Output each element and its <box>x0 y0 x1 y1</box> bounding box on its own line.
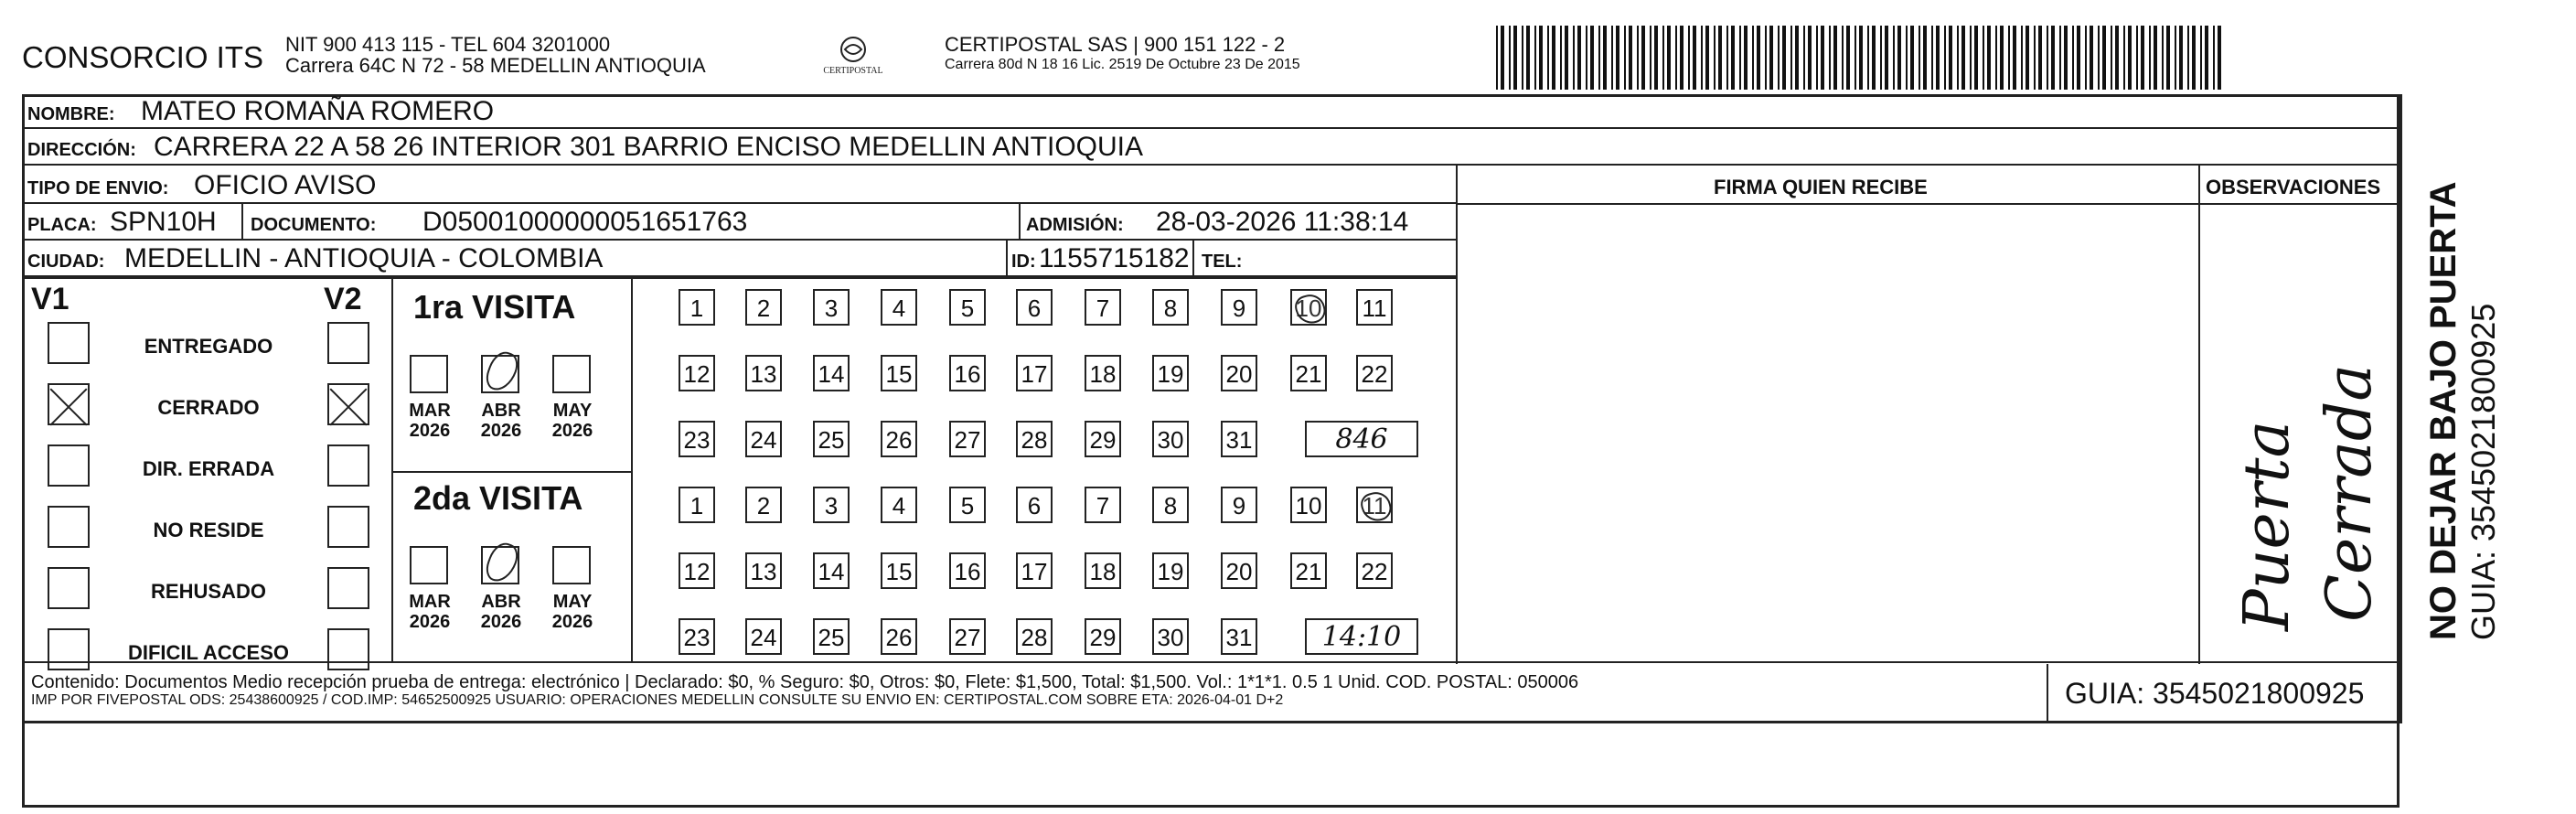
day-box[interactable]: 23 <box>679 618 715 655</box>
month-name: MAR <box>409 401 451 421</box>
month-year: 2026 <box>480 612 522 632</box>
day-box[interactable]: 31 <box>1221 618 1257 655</box>
month-label <box>401 401 459 441</box>
day-box[interactable]: 28 <box>1016 421 1053 457</box>
status-label: CERRADO <box>157 396 260 419</box>
day-box[interactable]: 31 <box>1221 421 1257 457</box>
side-vertical-title <box>2423 181 2503 640</box>
barcode-bar <box>1739 26 1741 90</box>
company-name: CONSORCIO ITS <box>22 40 264 74</box>
observaciones-left-border <box>2198 166 2200 664</box>
v1-checkbox[interactable] <box>48 567 90 609</box>
admision-label: ADMISIÓN: <box>1026 215 1124 235</box>
company-nit-line: NIT 900 413 115 - TEL 604 3201000 <box>285 33 611 56</box>
company-info <box>285 34 706 76</box>
day-box[interactable]: 10 <box>1290 487 1327 523</box>
barcode-bar <box>1893 26 1895 90</box>
day-box[interactable]: 3 <box>813 289 850 326</box>
v1-checkbox[interactable] <box>48 322 90 364</box>
day-box[interactable]: 25 <box>813 421 850 457</box>
observaciones-handwriting-2: Cerrada <box>2314 364 2386 622</box>
day-box[interactable]: 20 <box>1221 552 1257 589</box>
day-box[interactable]: 13 <box>745 552 782 589</box>
barcode-bar <box>1744 26 1748 90</box>
day-box[interactable]: 14 <box>813 552 850 589</box>
barcode-bar <box>1867 26 1869 90</box>
barcode-bar <box>1662 26 1664 90</box>
barcode-bar <box>1534 26 1536 90</box>
barcode-bar <box>1526 26 1530 90</box>
day-box[interactable]: 29 <box>1085 421 1121 457</box>
barcode-bar <box>1513 26 1517 90</box>
barcode-bar <box>1782 26 1786 90</box>
barcode-bar <box>1667 26 1671 90</box>
barcode-bar <box>1778 26 1780 90</box>
day-box[interactable]: 21 <box>1290 552 1327 589</box>
status-label: NO RESIDE <box>153 519 264 541</box>
direccion-label: DIRECCIÓN: <box>27 140 136 160</box>
month-label <box>543 401 602 441</box>
barcode-bar <box>1501 26 1504 90</box>
barcode-bar <box>1752 26 1754 90</box>
barcode-bar <box>2000 26 2004 90</box>
barcode-bar <box>1565 26 1568 90</box>
barcode-bar <box>2166 26 2170 90</box>
visit-section-top <box>22 277 1458 279</box>
barcode-bar <box>2047 26 2048 90</box>
barcode-graphic <box>1496 26 2228 90</box>
day-box[interactable]: 17 <box>1016 355 1053 391</box>
barcode-bar <box>1726 26 1728 90</box>
nombre-label: NOMBRE: <box>27 104 115 124</box>
day-box[interactable]: 15 <box>881 552 917 589</box>
barcode-bar <box>1846 26 1850 90</box>
day-box[interactable]: 5 <box>949 289 986 326</box>
barcode-bar <box>2218 26 2221 90</box>
barcode-bar <box>2213 26 2215 90</box>
month-year: 2026 <box>480 421 522 441</box>
barcode-bar <box>2162 26 2164 90</box>
month-year: 2026 <box>409 421 451 441</box>
barcode-bar <box>2034 26 2036 90</box>
barcode-bar <box>2077 26 2080 90</box>
month-checkbox[interactable] <box>481 546 519 584</box>
barcode-bar <box>2136 26 2138 90</box>
barcode-bar <box>1675 26 1677 90</box>
v2-checkbox[interactable] <box>327 567 369 609</box>
columns-header-border <box>1456 203 2402 205</box>
barcode-bar <box>1688 26 1690 90</box>
barcode-bar <box>2059 26 2061 90</box>
tel-label: TEL: <box>1202 252 1243 272</box>
day-box[interactable]: 10 <box>1290 289 1327 326</box>
day-box[interactable]: 1 <box>679 487 715 523</box>
day-box[interactable]: 18 <box>1085 355 1121 391</box>
ciudad-value: MEDELLIN - ANTIOQUIA - COLOMBIA <box>124 243 604 273</box>
barcode-bar <box>1880 26 1882 90</box>
day-box[interactable]: 13 <box>745 355 782 391</box>
day-box[interactable]: 24 <box>745 421 782 457</box>
v1-checkbox[interactable] <box>48 383 90 425</box>
barcode-bar <box>2175 26 2176 90</box>
v2-checkbox[interactable] <box>327 383 369 425</box>
barcode-bar <box>1808 26 1812 90</box>
month-name: MAY <box>552 592 593 612</box>
day-box[interactable]: 4 <box>881 289 917 326</box>
barcode-bar <box>1790 26 1792 90</box>
barcode-bar <box>2013 26 2016 90</box>
barcode-bar <box>1701 26 1703 90</box>
day-box[interactable]: 19 <box>1152 552 1189 589</box>
barcode-bar <box>2154 26 2157 90</box>
v2-checkbox[interactable] <box>327 506 369 548</box>
barcode-bar <box>1995 26 1997 90</box>
row-direccion <box>22 129 2402 166</box>
month-label <box>472 592 530 632</box>
barcode-bar <box>2072 26 2074 90</box>
day-box[interactable]: 2 <box>745 289 782 326</box>
barcode-bar <box>2115 26 2119 90</box>
barcode-bar <box>2187 26 2189 90</box>
barcode-bar <box>1987 26 1991 90</box>
company-address-line: Carrera 64C N 72 - 58 MEDELLIN ANTIOQUIA <box>285 54 706 78</box>
barcode-bar <box>1650 26 1651 90</box>
month-checkbox[interactable] <box>552 546 591 584</box>
placa-value: SPN10H <box>110 207 217 237</box>
observaciones-header: OBSERVACIONES <box>2206 176 2381 198</box>
admision-value: 28-03-2026 11:38:14 <box>1156 207 1409 237</box>
barcode-bar <box>2090 26 2093 90</box>
firma-left-border <box>1456 166 1458 664</box>
barcode-bar <box>2026 26 2029 90</box>
logo-caption: CERTIPOSTAL <box>823 66 883 76</box>
month-label <box>472 401 530 441</box>
barcode-bar <box>1833 26 1837 90</box>
day-box[interactable]: 11 <box>1356 289 1393 326</box>
day-box[interactable]: 11 <box>1356 487 1393 523</box>
barcode-bar <box>1624 26 1626 90</box>
barcode-bar <box>1629 26 1632 90</box>
barcode-bar <box>2111 26 2112 90</box>
footer-content-line: Contenido: Documentos Medio recepción prueba de entrega: electrónico | Declarado: $0, % Seguro: $0, Otros: $0, Flete: $1,500, Total: $1,500. Vol.: 1*1*1. 0.5 1 Unid. COD. POSTAL: 050006 <box>31 672 1579 692</box>
v1-checkbox[interactable] <box>48 628 90 670</box>
day-box[interactable]: 21 <box>1290 355 1327 391</box>
day-box[interactable]: 30 <box>1152 618 1189 655</box>
day-box[interactable]: 26 <box>881 421 917 457</box>
month-checkbox[interactable] <box>481 355 519 393</box>
barcode-bar <box>1821 26 1824 90</box>
barcode-bar <box>2149 26 2151 90</box>
v2-checkbox[interactable] <box>327 444 369 487</box>
day-box[interactable]: 8 <box>1152 487 1189 523</box>
v1-label: V1 <box>31 282 69 316</box>
barcode-bar <box>2123 26 2125 90</box>
barcode-bar <box>1693 26 1696 90</box>
day-box[interactable]: 16 <box>949 552 986 589</box>
visit-separator <box>391 471 633 473</box>
footer-details <box>31 672 1578 709</box>
barcode-bar <box>2200 26 2202 90</box>
barcode-bar <box>2128 26 2132 90</box>
barcode-bar <box>1970 26 1972 90</box>
status-label: REHUSADO <box>151 580 266 603</box>
day-box[interactable]: 2 <box>745 487 782 523</box>
barcode-bar <box>2008 26 2010 90</box>
barcode-bar <box>1803 26 1805 90</box>
day-box[interactable]: 28 <box>1016 618 1053 655</box>
day-box[interactable]: 29 <box>1085 618 1121 655</box>
row-nombre <box>22 94 2402 129</box>
barcode-bar <box>1611 26 1613 90</box>
barcode-bar <box>1829 26 1831 90</box>
id-label: ID: <box>1011 252 1036 272</box>
month-checkbox[interactable] <box>410 355 448 393</box>
placa-divider <box>241 204 243 239</box>
barcode-bar <box>1897 26 1901 90</box>
v1-checkbox[interactable] <box>48 444 90 487</box>
barcode-bar <box>1522 26 1523 90</box>
observaciones-handwriting-1: Puerta <box>2231 420 2303 631</box>
barcode-bar <box>1718 26 1722 90</box>
status-label: DIFICIL ACCESO <box>127 641 289 664</box>
barcode-bar <box>1552 26 1555 90</box>
day-box[interactable]: 26 <box>881 618 917 655</box>
day-box[interactable]: 22 <box>1356 355 1393 391</box>
day-box[interactable]: 4 <box>881 487 917 523</box>
barcode-bar <box>1885 26 1888 90</box>
barcode-bar <box>1539 26 1543 90</box>
day-box[interactable]: 16 <box>949 355 986 391</box>
handwritten-time-box: 14:10 <box>1305 618 1418 655</box>
barcode-bar <box>1641 26 1645 90</box>
barcode-bar <box>1547 26 1549 90</box>
barcode-bar <box>1872 26 1876 90</box>
second-visit-title: 2da VISITA <box>413 479 583 517</box>
day-box[interactable]: 23 <box>679 421 715 457</box>
footer-top-border <box>22 661 2402 663</box>
barcode-bar <box>2051 26 2055 90</box>
month-checkbox[interactable] <box>552 355 591 393</box>
barcode-bar <box>1906 26 1908 90</box>
barcode-bar <box>1923 26 1927 90</box>
barcode-bar <box>1974 26 1978 90</box>
v2-checkbox[interactable] <box>327 628 369 670</box>
v2-label: V2 <box>324 282 362 316</box>
barcode-bar <box>1586 26 1587 90</box>
barcode-bar <box>1714 26 1716 90</box>
barcode <box>1496 26 2228 90</box>
barcode-bar <box>2085 26 2087 90</box>
day-box[interactable]: 3 <box>813 487 850 523</box>
first-visit-title: 1ra VISITA <box>413 288 576 326</box>
documento-value: D05001000000051651763 <box>422 207 748 237</box>
day-box[interactable]: 17 <box>1016 552 1053 589</box>
side-guia: GUIA: 3545021800925 <box>2464 303 2502 640</box>
status-section-border <box>391 277 393 661</box>
barcode-bar <box>2038 26 2042 90</box>
day-box[interactable]: 25 <box>813 618 850 655</box>
day-box[interactable]: 9 <box>1221 289 1257 326</box>
day-box[interactable]: 5 <box>949 487 986 523</box>
barcode-bar <box>1590 26 1594 90</box>
footer-guia-box <box>2047 664 2402 723</box>
barcode-bar <box>1616 26 1619 90</box>
barcode-bar <box>1654 26 1658 90</box>
day-box[interactable]: 9 <box>1221 487 1257 523</box>
barcode-bar <box>2192 26 2196 90</box>
barcode-bar <box>1910 26 1914 90</box>
barcode-bar <box>1637 26 1639 90</box>
barcode-bar <box>1795 26 1799 90</box>
day-box[interactable]: 12 <box>679 355 715 391</box>
day-box[interactable]: 19 <box>1152 355 1189 391</box>
row-tipo <box>22 166 1458 204</box>
ciudad-label: CIUDAD: <box>27 252 105 272</box>
carrier-nit-line: CERTIPOSTAL SAS | 900 151 122 - 2 <box>945 33 1286 56</box>
month-label <box>543 592 602 632</box>
barcode-bar <box>2021 26 2023 90</box>
month-checkbox[interactable] <box>410 546 448 584</box>
barcode-bar <box>1560 26 1562 90</box>
firma-header: FIRMA QUIEN RECIBE <box>1714 176 1928 198</box>
id-value: 1155715182 <box>1039 243 1190 273</box>
day-box[interactable]: 7 <box>1085 289 1121 326</box>
v2-checkbox[interactable] <box>327 322 369 364</box>
day-box[interactable]: 15 <box>881 355 917 391</box>
nombre-value: MATEO ROMAÑA ROMERO <box>141 96 495 126</box>
barcode-bar <box>1816 26 1818 90</box>
footer-print-line: IMP POR FIVEPOSTAL ODS: 25438600925 / COD.IMP: 54652500925 USUARIO: OPERACIONES MEDELLIN CONSULTE SU ENVIO EN: CERTIPOSTAL.COM SOBRE ETA: 2026-04-01 D+2 <box>31 692 1284 708</box>
barcode-bar <box>1769 26 1773 90</box>
day-box[interactable]: 8 <box>1152 289 1189 326</box>
barcode-bar <box>1949 26 1952 90</box>
barcode-bar <box>1680 26 1683 90</box>
day-box[interactable]: 18 <box>1085 552 1121 589</box>
tipo-label: TIPO DE ENVIO: <box>27 178 169 198</box>
barcode-bar <box>1731 26 1735 90</box>
barcode-bar <box>1496 26 1498 90</box>
row-placa <box>22 204 1458 241</box>
barcode-bar <box>1855 26 1856 90</box>
month-name: ABR <box>481 401 521 421</box>
carrier-info <box>945 34 1300 75</box>
barcode-bar <box>2141 26 2144 90</box>
tipo-value: OFICIO AVISO <box>194 170 377 200</box>
id-divider <box>1006 241 1008 275</box>
tel-divider <box>1192 241 1194 275</box>
barcode-bar <box>2179 26 2183 90</box>
month-section-border <box>631 277 633 661</box>
day-box[interactable]: 6 <box>1016 487 1053 523</box>
day-box[interactable]: 14 <box>813 355 850 391</box>
day-box[interactable]: 24 <box>745 618 782 655</box>
day-box[interactable]: 6 <box>1016 289 1053 326</box>
barcode-bar <box>1983 26 1984 90</box>
barcode-bar <box>2098 26 2100 90</box>
barcode-bar <box>1757 26 1760 90</box>
status-label: DIR. ERRADA <box>142 457 275 480</box>
barcode-bar <box>1705 26 1709 90</box>
placa-label: PLACA: <box>27 215 97 235</box>
month-name: ABR <box>481 592 521 612</box>
month-year: 2026 <box>409 612 451 632</box>
handwritten-time-box: 846 <box>1305 421 1418 457</box>
admision-divider <box>1019 204 1021 239</box>
month-year: 2026 <box>551 421 593 441</box>
barcode-bar <box>2064 26 2068 90</box>
certipostal-logo-icon <box>812 31 894 86</box>
barcode-bar <box>2205 26 2208 90</box>
month-label <box>401 592 459 632</box>
month-name: MAR <box>409 592 451 612</box>
barcode-bar <box>1598 26 1600 90</box>
barcode-bar <box>1603 26 1607 90</box>
v1-checkbox[interactable] <box>48 506 90 548</box>
day-box[interactable]: 27 <box>949 421 986 457</box>
day-box[interactable]: 27 <box>949 618 986 655</box>
month-year: 2026 <box>551 612 593 632</box>
row-ciudad <box>22 241 1458 277</box>
card-right-border <box>2400 94 2402 723</box>
footer-guia: GUIA: 3545021800925 <box>2065 677 2365 710</box>
barcode-bar <box>1961 26 1965 90</box>
carrier-address-line: Carrera 80d N 18 16 Lic. 2519 De Octubre 23 De 2015 <box>945 57 1300 73</box>
month-name: MAY <box>552 401 593 421</box>
barcode-bar <box>1859 26 1863 90</box>
direccion-value: CARRERA 22 A 58 26 INTERIOR 301 BARRIO ENCISO MEDELLIN ANTIOQUIA <box>154 132 1144 162</box>
barcode-bar <box>1936 26 1940 90</box>
barcode-bar <box>1919 26 1920 90</box>
day-box[interactable]: 12 <box>679 552 715 589</box>
day-box[interactable]: 22 <box>1356 552 1393 589</box>
certipostal-logo <box>812 31 894 86</box>
barcode-bar <box>1944 26 1946 90</box>
barcode-bar <box>2102 26 2106 90</box>
barcode-bar <box>1957 26 1959 90</box>
documento-label: DOCUMENTO: <box>251 215 377 235</box>
day-box[interactable]: 7 <box>1085 487 1121 523</box>
day-box[interactable]: 1 <box>679 289 715 326</box>
barcode-bar <box>1573 26 1575 90</box>
barcode-bar <box>1509 26 1511 90</box>
side-warning: NO DEJAR BAJO PUERTA <box>2423 181 2464 640</box>
day-box[interactable]: 20 <box>1221 355 1257 391</box>
barcode-bar <box>1765 26 1767 90</box>
barcode-bar <box>1931 26 1933 90</box>
status-label: ENTREGADO <box>144 335 273 358</box>
barcode-bar <box>1842 26 1844 90</box>
barcode-bar <box>1577 26 1581 90</box>
day-box[interactable]: 30 <box>1152 421 1189 457</box>
